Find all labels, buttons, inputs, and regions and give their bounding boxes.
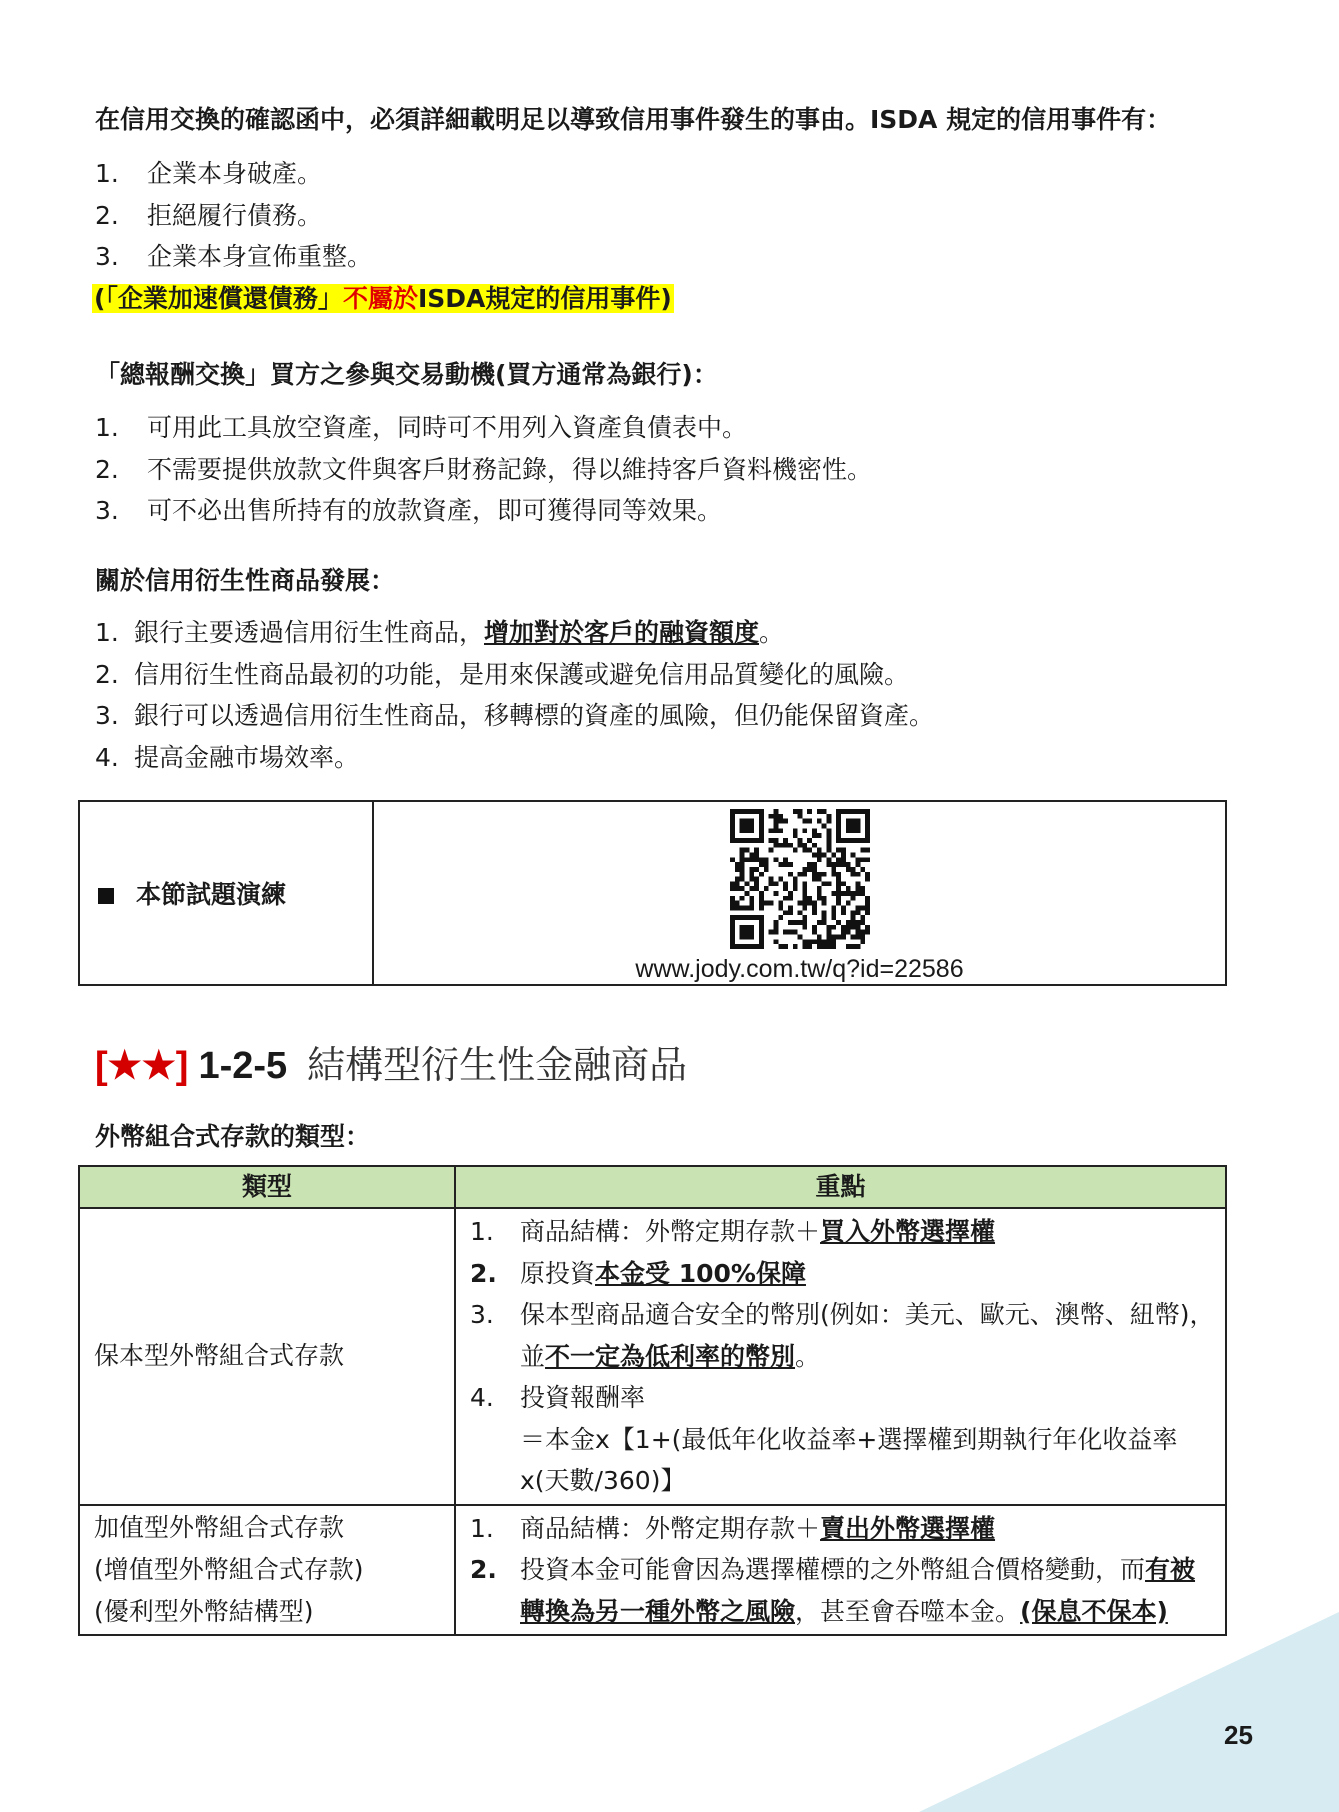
type-line: 保本型外幣組合式存款 [94,1341,345,1371]
practice-label-cell [79,801,373,985]
point-text [520,1377,1215,1419]
list-item: 3. 企業本身宣佈重整。 [95,242,373,271]
point-number [470,1419,520,1502]
point-item [470,1253,1215,1295]
list-item: 1. 企業本身破產。 [95,159,323,188]
cd-dev-heading: 關於信用衍生性商品發展： [95,566,396,595]
trs-heading: 「總報酬交換」買方之參與交易動機(買方通常為銀行)： [95,360,718,389]
list-item: 2. 信用衍生性商品最初的功能，是用來保護或避免信用品質變化的風險。 [95,659,910,689]
credit-events-list [95,153,372,278]
list-item: 4. 提高金融市場效率。 [95,742,360,772]
text-segment: 保本型商品適合安全的幣別(例如：美元、歐元、澳幣、紐幣)，並 [520,1300,1215,1371]
point-text [520,1253,1215,1295]
underlined-emphasis: 不一定為低利率的幣別 [545,1341,796,1371]
text-segment: 原投資 [520,1258,596,1288]
list-item: 1. 銀行主要透過信用衍生性商品，增加對於客戶的融資額度。 [95,618,785,647]
text-segment: 投資報酬率 [520,1383,646,1412]
list-item: 3. 可不必出售所持有的放款資產，即可獲得同等效果。 [95,496,723,525]
practice-label: 本節試題演練 [136,880,287,909]
type-cell [79,1208,455,1505]
deposit-types-table [78,1165,1227,1636]
table-row [79,1208,1226,1505]
text-segment: 投資本金可能會因為選擇權標的之外幣組合價格變動，而 [520,1555,1146,1584]
square-bullet-icon [98,888,114,904]
practice-box [78,800,1227,986]
point-text [520,1211,1215,1253]
highlighted-note: (「企業加速償還債務」不屬於ISDA規定的信用事件) [94,284,672,313]
list-item: 2. 拒絕履行債務。 [95,200,323,230]
credit-events-note [92,280,674,318]
practice-url-link[interactable]: www.jody.com.tw/q?id=22586 [635,954,964,983]
cd-dev-list [95,612,934,778]
point-number: 2. [470,1555,497,1584]
trs-list [95,407,872,532]
list-item: 3. 銀行可以透過信用衍生性商品，移轉標的資產的風險，但仍能保留資產。 [95,701,935,730]
table-row [79,1505,1226,1636]
underlined-emphasis: (保息不保本) [1020,1596,1168,1626]
column-header: 重點 [455,1166,1226,1208]
text-segment: 商品結構：外幣定期存款＋ [520,1513,821,1543]
column-header: 類型 [79,1166,455,1208]
point-number: 3. [470,1300,494,1329]
point-number: 4. [470,1383,494,1412]
type-line: (優利型外幣結構型) [94,1596,314,1626]
point-text [520,1508,1215,1550]
text-segment: 。 [795,1341,821,1371]
text-segment: ＝本金x【1+(最低年化收益率+選擇權到期執行年化收益率x(天數/360)】 [520,1424,1178,1495]
underlined-emphasis: 買入外幣選擇權 [820,1217,996,1246]
point-item [470,1419,1215,1502]
page-number: 25 [1224,1720,1253,1750]
corner-decoration [919,1612,1339,1812]
point-item [470,1211,1215,1253]
point-number: 2. [470,1258,497,1288]
section-number: 1-2-5 [198,1045,288,1087]
points-cell [455,1208,1226,1505]
point-number: 1. [470,1513,494,1543]
point-number: 1. [470,1217,494,1246]
section-title-text: 結構型衍生性金融商品 [307,1043,688,1087]
underlined-emphasis: 本金受 100%保障 [595,1258,806,1288]
list-item: 1. 可用此工具放空資產，同時可不用列入資產負債表中。 [95,413,748,442]
underlined-emphasis: 賣出外幣選擇權 [820,1513,996,1543]
point-text [520,1419,1215,1502]
text-segment: ，甚至會吞噬本金。 [795,1596,1021,1626]
rating-stars: [★★] [95,1045,189,1087]
list-item: 2. 不需要提供放款文件與客戶財務記錄，得以維持客戶資料機密性。 [95,454,873,484]
point-item [470,1549,1215,1632]
credit-events-heading: 在信用交換的確認函中，必須詳細載明足以導致信用事件發生的事由。ISDA 規定的信用事件有： [95,105,1172,134]
point-item [470,1377,1215,1419]
point-text [520,1294,1215,1377]
point-item [470,1508,1215,1550]
qr-code-icon[interactable] [730,809,870,949]
text-segment: 商品結構：外幣定期存款＋ [520,1217,821,1246]
deposit-types-heading: 外幣組合式存款的類型： [95,1122,371,1151]
qr-cell [373,801,1226,985]
type-cell [79,1505,455,1636]
point-item [470,1294,1215,1377]
point-text [520,1549,1215,1632]
type-line: 加值型外幣組合式存款 [94,1512,345,1542]
type-line: (增值型外幣組合式存款) [94,1554,364,1584]
underlined-emphasis: 有被轉換為另一種外幣之風險 [520,1555,1196,1626]
points-cell [455,1505,1226,1636]
table-header-row [79,1166,1226,1208]
section-title [95,1035,687,1096]
